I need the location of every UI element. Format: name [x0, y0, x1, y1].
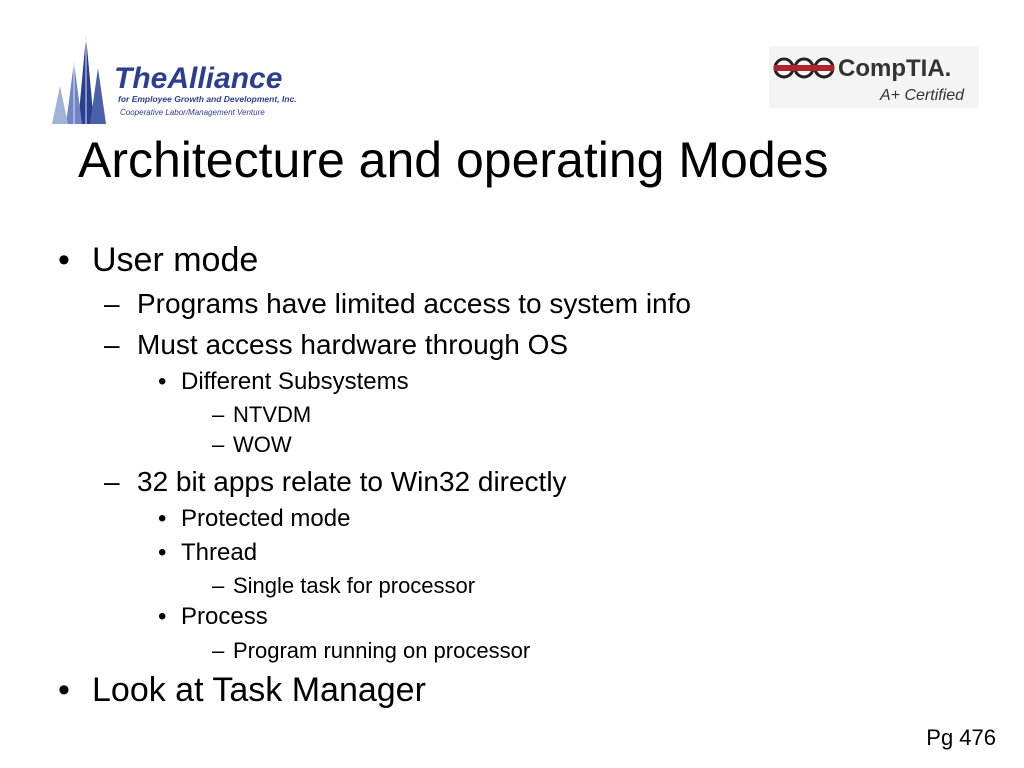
item-different-subsystems: Different Subsystems	[181, 368, 409, 395]
alliance-logo	[48, 16, 308, 126]
bullet-marker: •	[158, 368, 167, 395]
bullet-marker: •	[158, 603, 167, 630]
item-ntvdm: NTVDM	[233, 402, 312, 427]
bullet-marker: •	[158, 539, 167, 566]
dash-marker: –	[104, 329, 120, 360]
dash-marker: –	[212, 638, 225, 663]
dash-marker: –	[104, 288, 120, 319]
item-process: Process	[181, 603, 268, 630]
item-wow: WOW	[233, 432, 292, 457]
bullet-task-manager: Look at Task Manager	[92, 671, 426, 709]
item-must-access: Must access hardware through OS	[137, 329, 569, 360]
comptia-logo-certified: A+ Certified	[880, 87, 965, 104]
dash-marker: –	[212, 573, 225, 598]
item-programs-limited: Programs have limited access to system info	[137, 288, 691, 319]
item-protected-mode: Protected mode	[181, 505, 351, 532]
bullet-marker: •	[58, 241, 70, 279]
alliance-logo-name: TheAlliance	[114, 62, 283, 95]
slide-title: Architecture and operating Modes	[78, 132, 829, 188]
item-single-task: Single task for processor	[233, 573, 476, 598]
comptia-logo-name: CompTIA.	[838, 55, 952, 82]
item-thread: Thread	[181, 539, 258, 566]
dash-marker: –	[212, 432, 225, 457]
dash-marker: –	[104, 466, 120, 497]
item-program-running: Program running on processor	[233, 638, 531, 663]
alliance-logo-tagline: for Employee Growth and Development, Inc.	[118, 94, 297, 104]
bullet-marker: •	[158, 505, 167, 532]
dash-marker: –	[212, 402, 225, 427]
item-32bit-apps: 32 bit apps relate to Win32 directly	[137, 466, 567, 497]
page-number: Pg 476	[926, 725, 996, 750]
bullet-user-mode: User mode	[92, 241, 259, 279]
comptia-logo	[768, 44, 980, 110]
bullet-marker: •	[58, 671, 70, 709]
alliance-logo-subtitle: Cooperative Labor/Management Venture	[120, 108, 265, 117]
